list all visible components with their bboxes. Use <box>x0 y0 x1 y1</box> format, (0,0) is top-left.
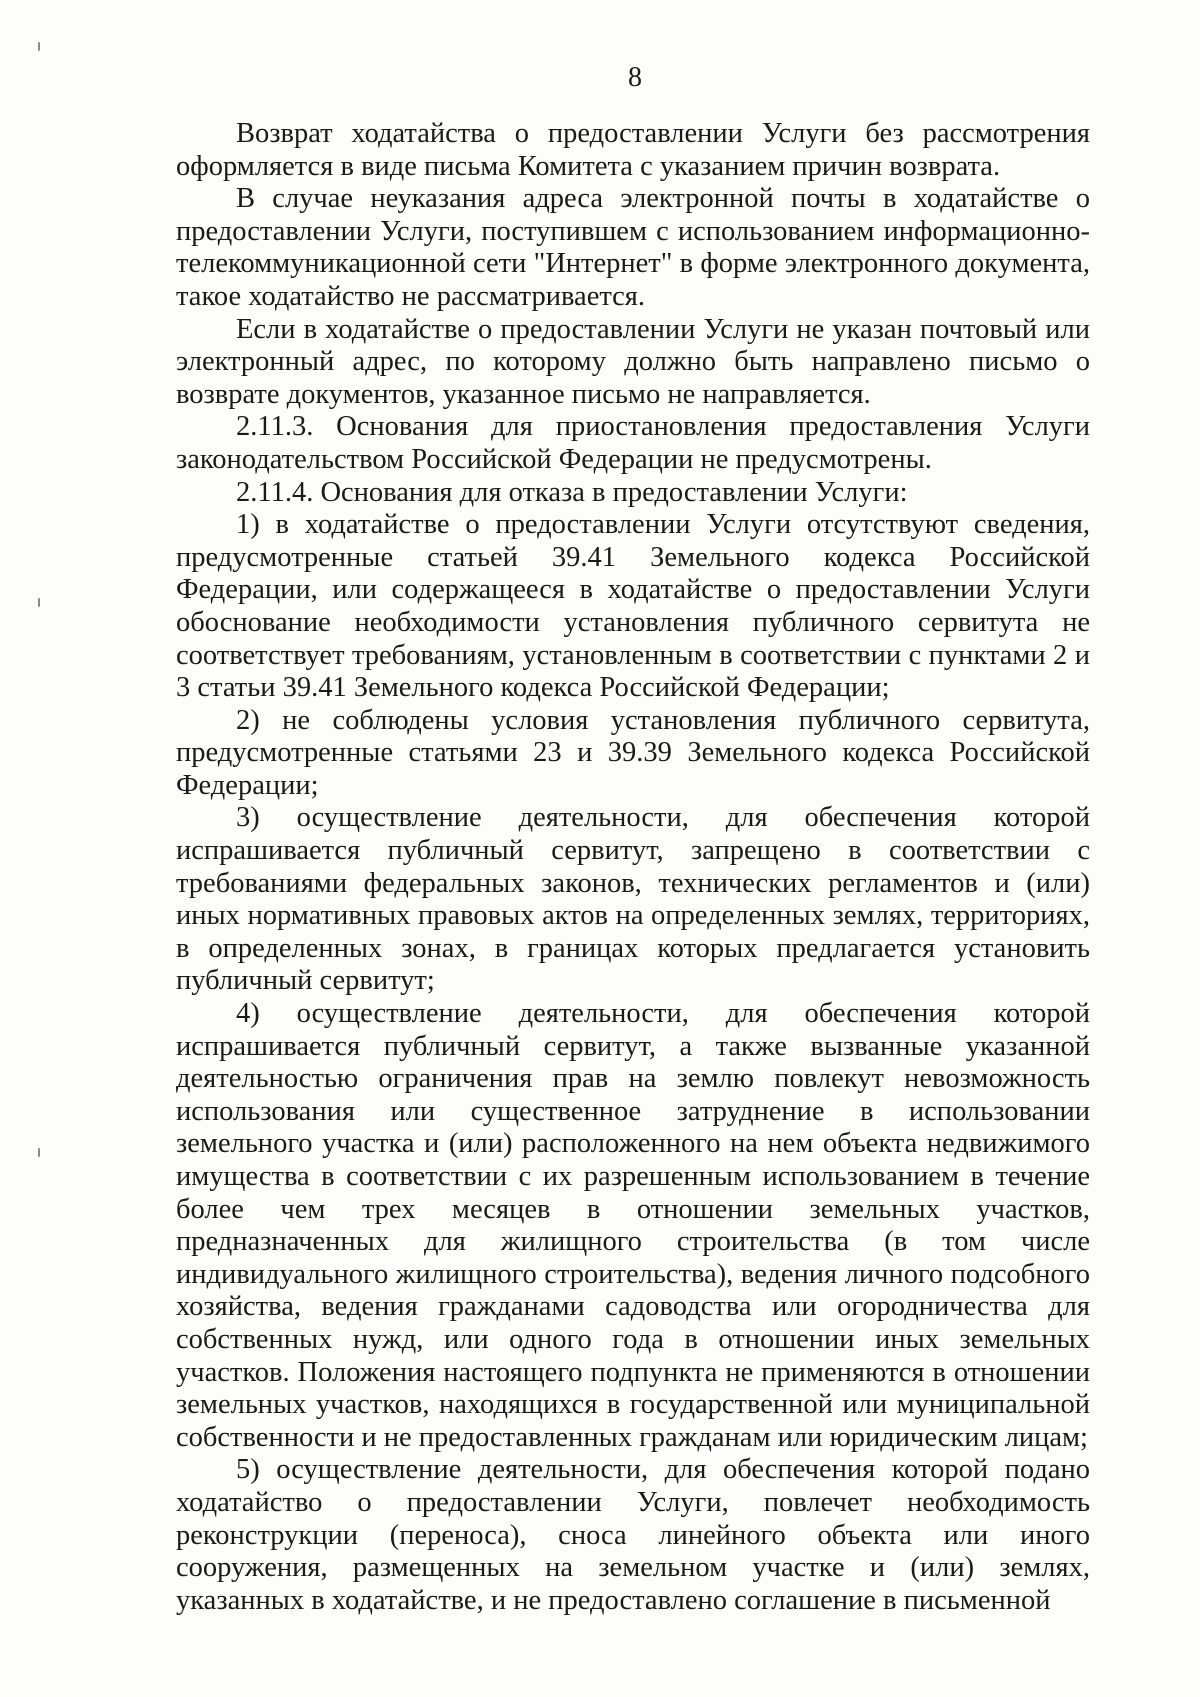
paragraph-2-11-3: 2.11.3. Основания для приостановления предоставления Услуги законодательством Российской Федерации не предусмотрены. <box>176 411 1090 475</box>
document-body <box>176 118 1090 1617</box>
page-number: 8 <box>628 62 642 93</box>
list-item-2: 2) не соблюдены условия установления публичного сервитута, предусмотренные статьями 23 и 39.39 Земельного кодекса Российской Федерации; <box>176 704 1090 801</box>
paragraph-no-email: В случае неуказания адреса электронной почты в ходатайстве о предоставлении Услуги, поступившем с использованием информационно-телекоммуникационной сети "Интернет" в форме электронного документа, такое ходатайство не рассматривается. <box>176 183 1090 312</box>
list-item-4: 4) осуществление деятельности, для обеспечения которой испрашивается публичный сервитут, а также вызванные указанной деятельностью ограничения прав на землю повлекут невозможность использования или существенное затруднение в использовании земельного участка и (или) расположенного на нем объекта недвижимого имущества в соответствии с их разрешенным использованием в течение более чем трех месяцев в отношении земельных участков, предназначенных для жилищного строительства (в том числе индивидуального жилищного строительства), ведения личного подсобного хозяйства, ведения гражданами садоводства или огородничества для собственных нужд, или одного года в отношении иных земельных участков. Положения настоящего подпункта не применяются в отношении земельных участков, находящихся в государственной или муниципальной собственности и не предоставленных гражданам или юридическим лицам; <box>176 998 1090 1453</box>
list-item-5: 5) осуществление деятельности, для обеспечения которой подано ходатайство о предоставлении Услуги, повлечет необходимость реконструкции (переноса), сноса линейного объекта или иного сооружения, размещенных на земельном участке и (или) землях, указанных в ходатайстве, и не предоставлено соглашение в письменной <box>176 1454 1090 1616</box>
scan-speck <box>38 42 40 51</box>
scan-speck <box>38 598 40 607</box>
paragraph-2-11-4: 2.11.4. Основания для отказа в предоставлении Услуги: <box>236 476 908 508</box>
scan-speck <box>38 1148 40 1157</box>
list-item-1: 1) в ходатайстве о предоставлении Услуги отсутствуют сведения, предусмотренные статьей 39.41 Земельного кодекса Российской Федерации, или содержащееся в ходатайстве о предоставлении Услуги обоснование необходимости установления публичного сервитута не соответствует требованиям, установленным в соответствии с пунктами 2 и 3 статьи 39.41 Земельного кодекса Российской Федерации; <box>176 509 1090 704</box>
paragraph-return-petition: Возврат ходатайства о предоставлении Услуги без рассмотрения оформляется в виде письма Комитета с указанием причин возврата. <box>176 118 1090 182</box>
paragraph-no-address: Если в ходатайстве о предоставлении Услуги не указан почтовый или электронный адрес, по которому должно быть направлено письмо о возврате документов, указанное письмо не направляется. <box>176 313 1090 410</box>
list-item-3: 3) осуществление деятельности, для обеспечения которой испрашивается публичный сервитут, запрещено в соответствии с требованиями федеральных законов, технических регламентов и (или) иных нормативных правовых актов на определенных землях, территориях, в определенных зонах, в границах которых предлагается установить публичный сервитут; <box>176 802 1090 997</box>
